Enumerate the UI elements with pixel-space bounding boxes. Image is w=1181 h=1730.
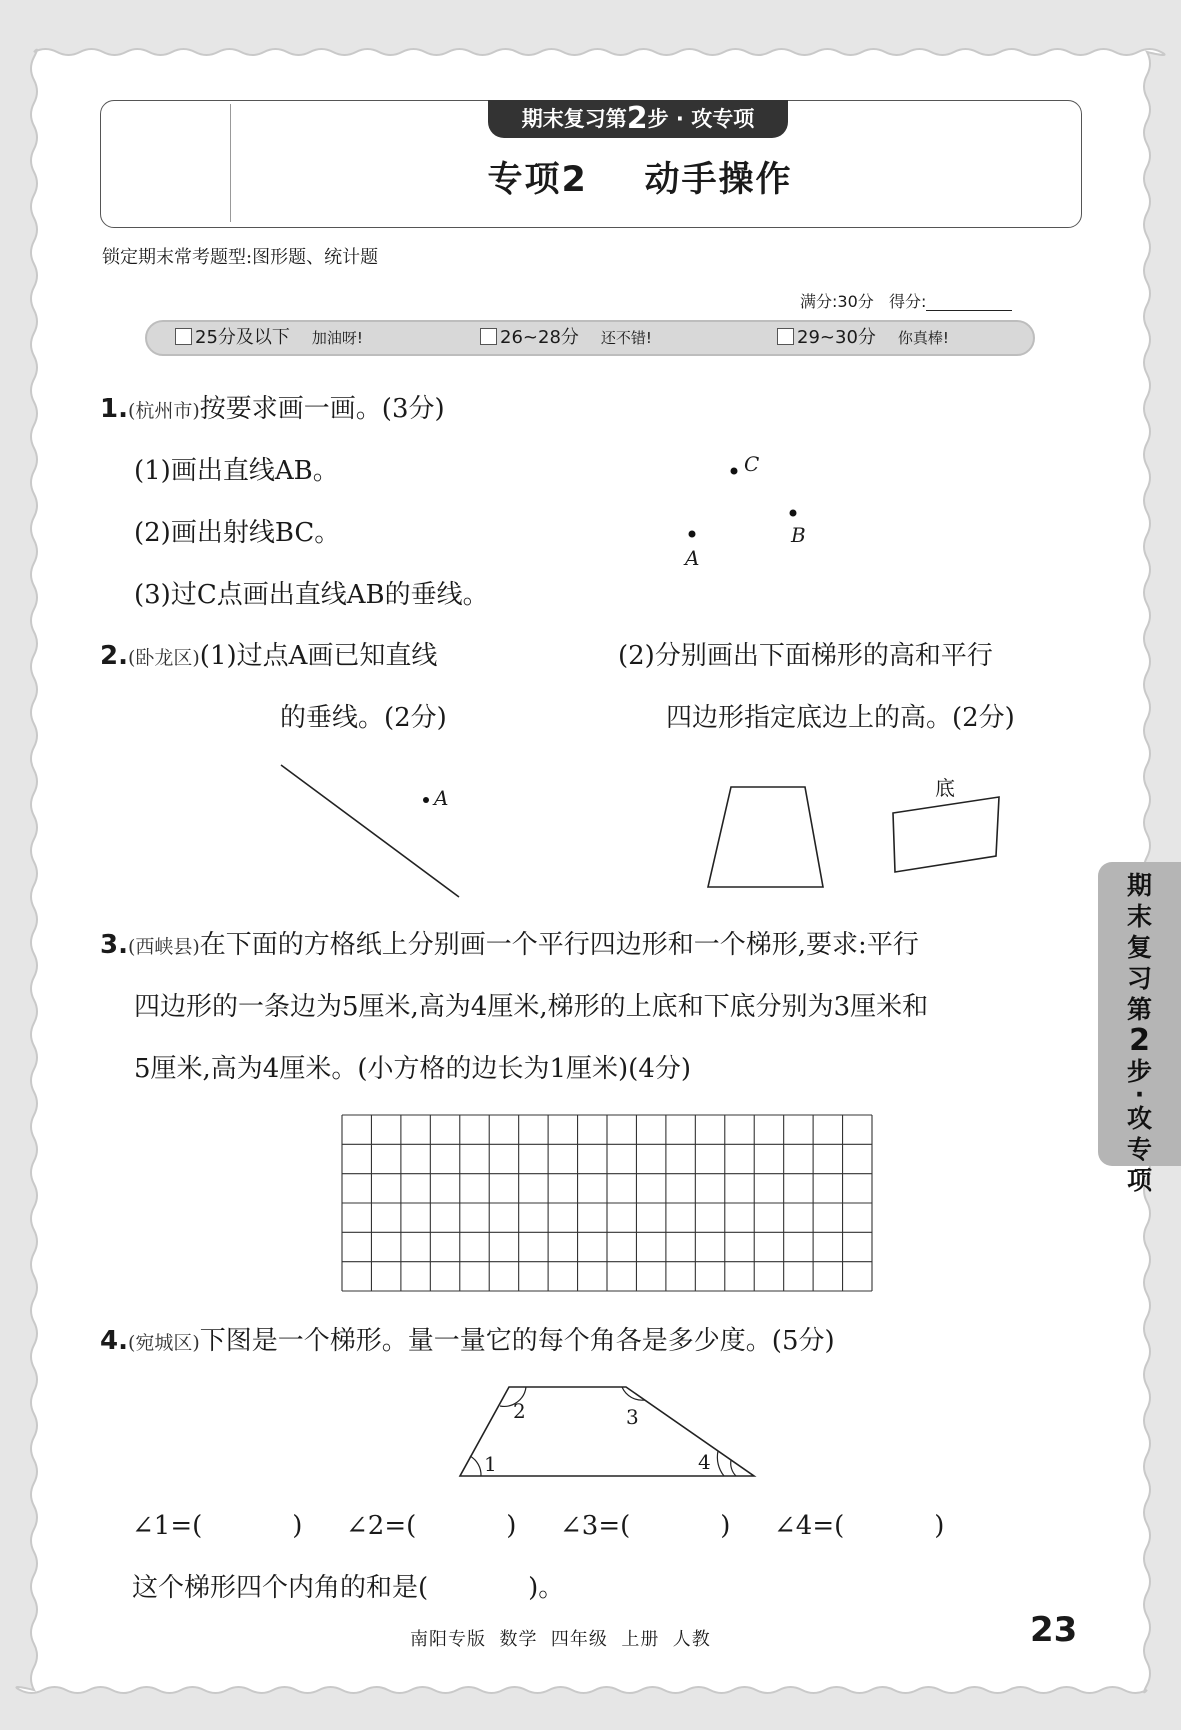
full-score: 满分:30分 [800,292,874,311]
angle-4-close: ) [934,1511,945,1541]
rating-message: 加油呀! [311,329,363,347]
angle-4-answer[interactable] [774,1511,944,1541]
angle-2-open: ∠2=( [346,1511,417,1541]
point-c [731,468,738,475]
label-b: B [791,523,806,547]
rating-bar [145,320,1035,356]
angle-sum-close: )。 [528,1573,565,1603]
footer: 南阳专版 数学 四年级 上册 人教 [410,1629,711,1650]
q3-line1: 在下面的方格纸上分别画一个平行四边形和一个梯形,要求:平行 [199,930,919,960]
q2-source: (卧龙区) [127,647,200,669]
q4-source: (宛城区) [127,1332,200,1354]
angle-3-answer[interactable] [560,1511,730,1541]
q1-number: 1. [100,394,128,424]
q1-stem [100,394,445,426]
side-tab-char: 习 [1126,964,1152,993]
q2-point-a [423,797,429,803]
angle-label-3: 3 [626,1405,639,1429]
side-tab-char: 期 [1126,871,1152,900]
label-c: C [744,452,760,476]
q3-source: (西峡县) [127,936,200,958]
header-tab [488,100,788,138]
rating-message: 你真棒! [897,329,949,347]
side-tab-char: 专 [1126,1135,1152,1164]
side-tab-char: 末 [1126,902,1152,931]
rating-range: 25分及以下 [195,327,290,348]
q1-part-1: (1)画出直线AB。 [134,456,339,486]
header-tab-step: 2 [626,101,648,136]
header-tab-suffix: 步 · 攻专项 [647,107,755,131]
label-a: A [685,546,700,570]
rating-item [777,322,949,354]
angle-label-2: 2 [513,1399,526,1423]
side-tab-char: · [1134,1080,1145,1109]
header-tab-prefix: 期末复习第 [521,107,627,131]
angle-3-close: ) [720,1511,731,1541]
q1-part-2: (2)画出射线BC。 [134,518,341,548]
side-tab-char: 2 [1129,1023,1150,1058]
q2-label-a: A [434,786,449,810]
side-tab-text [1098,870,1181,1196]
score-blank[interactable] [926,292,1012,311]
base-label: 底 [935,776,955,800]
q3-stem [100,930,919,962]
rating-checkbox[interactable] [480,328,497,345]
q3-line3: 5厘米,高为4厘米。(小方格的边长为1厘米)(4分) [134,1054,692,1084]
side-tab-char: 第 [1126,995,1152,1024]
q1-source: (杭州市) [127,400,200,422]
rating-range: 29~30分 [797,327,876,348]
point-b [790,510,797,517]
rating-message: 还不错! [600,329,652,347]
angle-label-1: 1 [484,1452,497,1476]
angle-1-open: ∠1=( [132,1511,203,1541]
angle-1-answer[interactable] [132,1511,302,1541]
angle-1-close: ) [292,1511,303,1541]
q1-text: 按要求画一画。(3分) [199,394,445,424]
q2-part2-line2: 四边形指定底边上的高。(2分) [666,703,1015,733]
side-tab-char: 复 [1126,933,1152,962]
rating-range: 26~28分 [500,327,579,348]
q3-number: 3. [100,930,128,960]
angle-2-answer[interactable] [346,1511,516,1541]
angle-label-4: 4 [698,1450,711,1474]
rating-item [480,322,652,354]
subtitle: 锁定期末常考题型:图形题、统计题 [102,247,379,268]
q4-stem [100,1326,835,1358]
point-a [689,531,696,538]
rating-checkbox[interactable] [777,328,794,345]
page-number: 23 [1030,1610,1078,1650]
angle-sum-answer[interactable] [132,1573,564,1603]
score-line [800,289,1012,312]
side-tab-char: 攻 [1126,1104,1152,1133]
angle-4-open: ∠4=( [774,1511,845,1541]
score-label: 得分: [889,292,927,311]
page-title: 专项2 动手操作 [487,160,793,200]
rating-checkbox[interactable] [175,328,192,345]
q4-number: 4. [100,1326,128,1356]
q2-part2-line1: (2)分别画出下面梯形的高和平行 [618,641,993,671]
angle-sum-text: 这个梯形四个内角的和是( [132,1573,429,1603]
side-tab-char: 项 [1126,1166,1152,1195]
q1-part-3: (3)过C点画出直线AB的垂线。 [134,580,489,610]
rating-item [175,322,363,354]
q4-text: 下图是一个梯形。量一量它的每个角各是多少度。(5分) [199,1326,835,1356]
q2-part1-line1: (1)过点A画已知直线 [199,641,438,671]
q2-part1-line2: 的垂线。(2分) [280,703,447,733]
angle-3-open: ∠3=( [560,1511,631,1541]
angle-2-close: ) [506,1511,517,1541]
side-tab-char: 步 [1126,1057,1152,1086]
q2-stem [100,641,437,673]
q3-line2: 四边形的一条边为5厘米,高为4厘米,梯形的上底和下底分别为3厘米和 [134,992,929,1022]
q2-number: 2. [100,641,128,671]
header-divider [230,104,231,222]
